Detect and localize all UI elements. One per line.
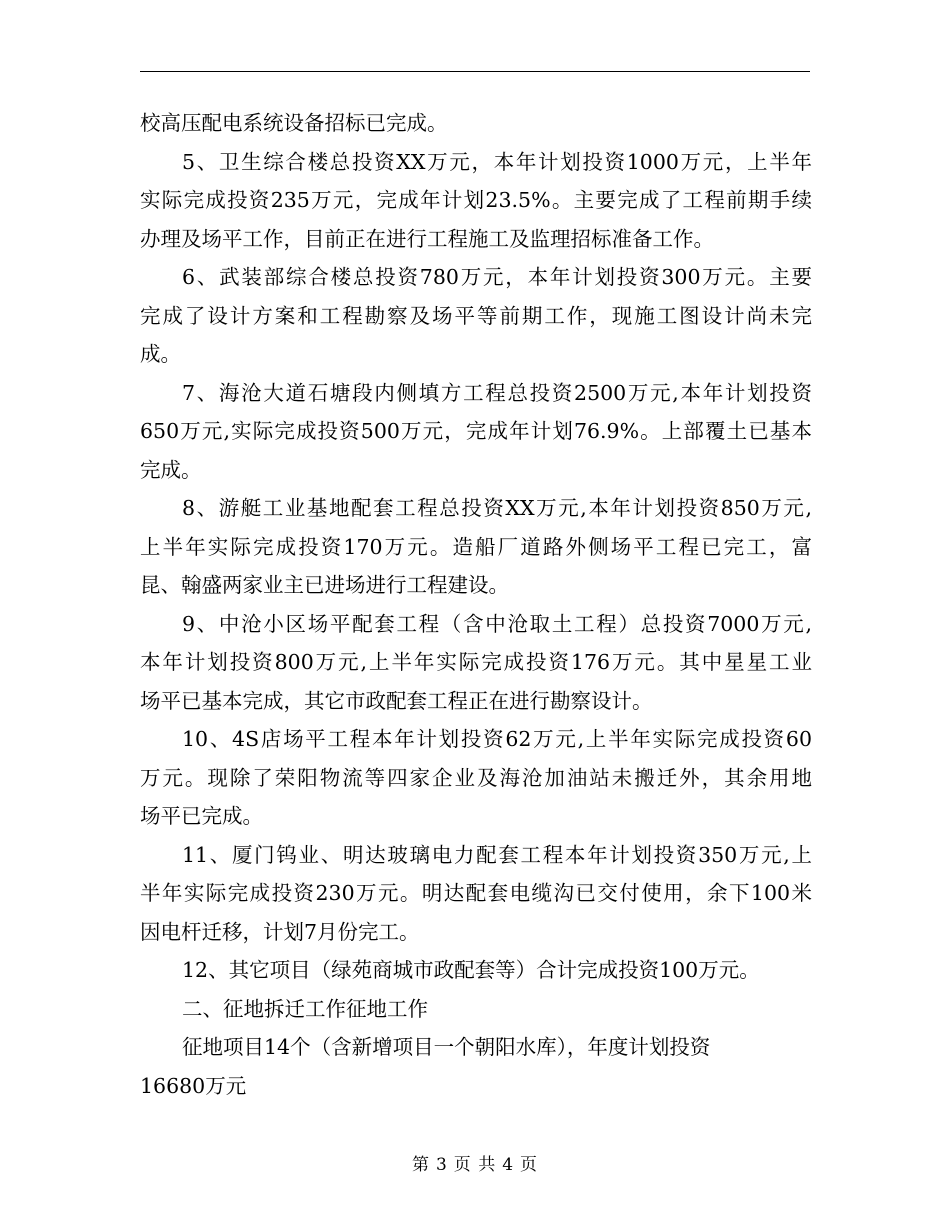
text-line: 650万元,实际完成投资500万元，完成年计划76.9%。上部覆土已基本 [140, 419, 812, 443]
text-line: 校高压配电系统设备招标已完成。 [140, 111, 448, 135]
page-footer [0, 1150, 950, 1175]
text-line: 16680万元 [140, 1073, 247, 1098]
text-line: 办理及场平工作，目前正在进行工程施工及监理招标准备工作。 [140, 226, 714, 251]
text-line: 二、征地拆迁工作征地工作 [182, 996, 428, 1021]
text-line: 场平已基本完成，其它市政配套工程正在进行勘察设计。 [140, 688, 653, 713]
text-line: 昆、翰盛两家业主已进场进行工程建设。 [140, 573, 509, 597]
text-line: 因电杆迁移，计划7月份完工。 [140, 919, 420, 944]
footer-current-page: 3 [435, 1155, 448, 1175]
document-body [140, 104, 812, 1105]
text-line: 8、游艇工业基地配套工程总投资XX万元,本年计划投资850万元, [182, 496, 812, 520]
footer-prefix: 第 [411, 1155, 430, 1175]
text-line: 10、4S店场平工程本年计划投资62万元,上半年实际完成投资60 [182, 727, 812, 751]
text-line: 成。 [140, 342, 181, 366]
text-line: 万元。现除了荣阳物流等四家企业及海沧加油站未搬迁外，其余用地 [140, 765, 812, 790]
text-line: 完成。 [140, 457, 202, 482]
text-line: 11、厦门钨业、明达玻璃电力配套工程本年计划投资350万元,上 [182, 842, 812, 867]
text-line: 5、卫生综合楼总投资XX万元，本年计划投资1000万元，上半年 [182, 149, 812, 174]
text-line: 完成了设计方案和工程勘察及场平等前期工作，现施工图设计尚未完 [140, 303, 812, 328]
footer-total-pages: 4 [502, 1155, 515, 1175]
text-line: 实际完成投资235万元，完成年计划23.5%。主要完成了工程前期手续 [140, 188, 812, 212]
text-line: 本年计划投资800万元,上半年实际完成投资176万元。其中星星工业 [140, 650, 812, 674]
text-line: 12、其它项目（绿苑商城市政配套等）合计完成投资100万元。 [182, 958, 760, 982]
footer-middle: 页 共 [453, 1155, 497, 1175]
text-line: 6、武装部综合楼总投资780万元，本年计划投资300万元。主要 [182, 265, 812, 289]
text-line: 9、中沧小区场平配套工程（含中沧取土工程）总投资7000万元, [182, 611, 812, 636]
text-line: 半年实际完成投资230万元。明达配套电缆沟已交付使用，余下100米 [140, 881, 812, 905]
text-line: 征地项目14个（含新增项目一个朝阳水库），年度计划投资 [182, 1035, 711, 1059]
text-line: 7、海沧大道石塘段内侧填方工程总投资2500万元,本年计划投资 [182, 380, 812, 405]
text-line: 上半年实际完成投资170万元。造船厂道路外侧场平工程已完工，富 [140, 534, 812, 559]
footer-suffix: 页 [520, 1155, 539, 1175]
text-line: 场平已完成。 [140, 804, 263, 828]
header-rule [140, 71, 810, 72]
